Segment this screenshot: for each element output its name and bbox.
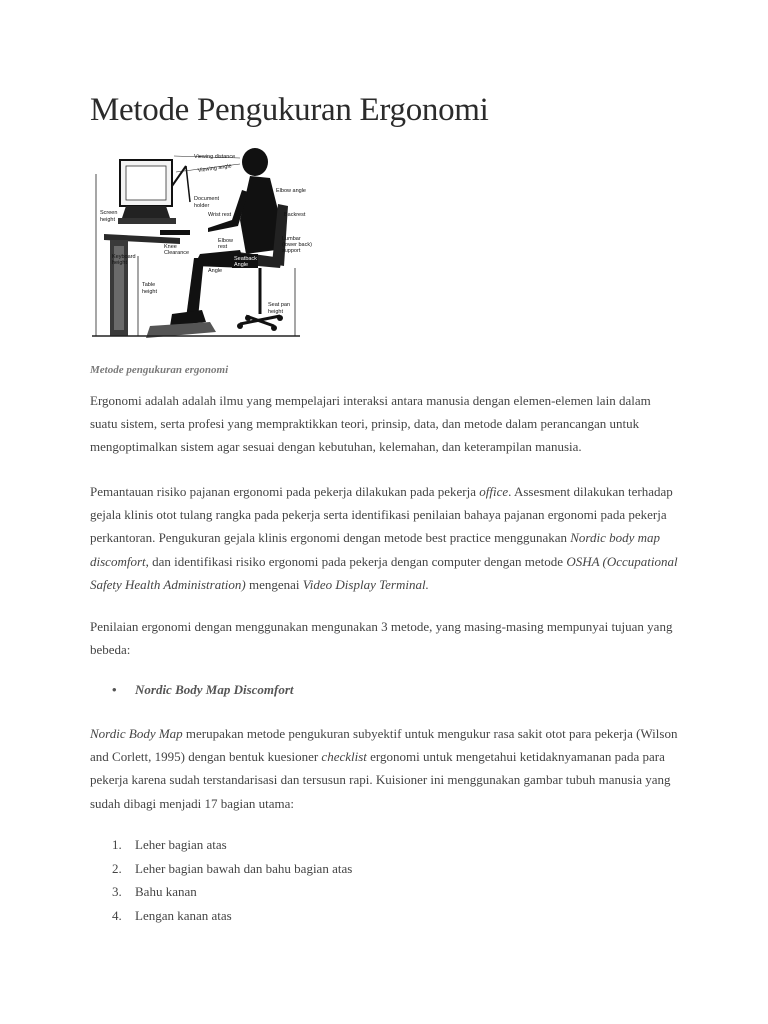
paragraph-methods: Penilaian ergonomi dengan menggunakan mengunakan 3 metode, yang masing-masing mempunyai tujuan yang bebeda: [90, 619, 673, 658]
figure-label: height [268, 309, 283, 315]
bullet-label: Nordic Body Map Discomfort [135, 682, 294, 697]
figure-label: height [112, 260, 127, 266]
bullet-icon: • [112, 682, 117, 697]
figure-label: Knee [208, 262, 221, 268]
figure-label: Document [194, 196, 220, 202]
figure-label: Backrest [284, 212, 306, 218]
figure-label: Wrist rest [208, 212, 232, 218]
figure-label: Seat pan [268, 302, 291, 308]
figure-label: Keyboard [112, 254, 136, 260]
figure-label: Seatback [234, 256, 257, 262]
figure-label: Viewing distance [194, 154, 236, 160]
figure-label: Lumbar [282, 236, 301, 242]
figure-label: support [282, 248, 301, 254]
document-page: Metode Pengukuran Ergonomi Viewing distance Viewing angle Elbow angle Document holder Wrist rest Backrest Screen height Elbow rest Lumbar (lower back) support Knee Clearance Knee Angle Seatback Angle Keyboard height Table height Seat pan height Metode pengukuran ergonomi Ergonomi adalah adalah ilmu yang mempelajari interaksi antara manusia dengan elemen-elemen lain dalam suatu sistem, serta profesi yang mempraktikkan teori, prinsip, data, dan metode dalam perancangan untuk mengoptimalkan sistem agar sesuai dengan kebutuhan, kelemahan, dan keterampilan manusia. Pemantauan risiko pajanan ergonomi pada pekerja dilakukan pada pekerja office. Assesment dilakukan terhadap gejala klinis otot tulang rangka pada pekerja serta identifikasi penilaian bahaya pajanan ergonomi pada pekerja perkantoran. Pengukuran gejala klinis ergonomi dengan metode best practice menggunakan Nordic body map discomfort, dan identifikasi risiko ergonomi pada pekerja dengan computer dengan metode OSHA (Occupational Safety Health Administration) mengenai Video Display Terminal. Penilaian ergonomi dengan menggunakan mengunakan 3 metode, yang masing-masing mempunyai tujuan yang bebeda: • Nordic Body Map Discomfort Nordic Body Map merupakan metode pengukuran subyektif untuk mengukur rasa sakit otot para pekerja (Wilson and Corlett, 1995) dengan bentuk kuesioner checklist ergonomi untuk mengetahui ketidaknyamanan pada para pekerja karena sudah terstandarisasi dan tersusun rapi. Kuisioner ini menggunakan gambar tubuh manusia yang sudah dibagi menjadi 17 bagian utama: 1. Leher bagian atas 2. Leher bagian bawah dan bahu bagian atas 3. Bahu kanan 4. Lengan kanan atas [0, 0, 768, 1024]
figure-label: Screen [100, 210, 118, 216]
paragraph-intro: Ergonomi adalah adalah ilmu yang mempelajari interaksi antara manusia dengan elemen-elemen lain dalam suatu sistem, serta profesi yang mempraktikkan teori, prinsip, data, dan metode dalam perancangan untuk mengoptimalkan sistem agar sesuai dengan kebutuhan, kelemahan, dan keterampilan manusia. [90, 393, 651, 455]
figure-label: Angle [234, 262, 249, 268]
figure-label: rest [218, 244, 228, 250]
figure-label: holder [194, 203, 210, 209]
figure-label: Viewing angle [197, 163, 233, 174]
paragraph-monitoring: Pemantauan risiko pajanan ergonomi pada pekerja dilakukan pada pekerja office. Assesment dilakukan terhadap gejala klinis otot tulang rangka pada pekerja serta identifikasi penilaian bahaya pajanan ergonomi pada pekerja perkantoran. Pengukuran gejala klinis ergonomi dengan metode best practice menggunakan Nordic body map discomfort, dan identifikasi risiko ergonomi pada pekerja dengan computer dengan metode OSHA (Occupational Safety Health Administration) mengenai Video Display Terminal. [90, 484, 678, 592]
figure-label: Elbow [218, 238, 233, 244]
figure-caption: Metode pengukuran ergonomi [90, 364, 229, 376]
figure-label: Knee [164, 244, 177, 250]
figure-label: (lower back) [282, 242, 312, 248]
figure-label: height [100, 217, 115, 223]
figure-label: Clearance [164, 250, 190, 256]
ergonomic-workstation-illustration [90, 146, 320, 358]
figure-label: height [142, 289, 157, 295]
paragraph-nordic-body-map: Nordic Body Map merupakan metode pengukuran subyektif untuk mengukur rasa sakit otot para pekerja (Wilson and Corlett, 1995) dengan bentuk kuesioner checklist ergonomi untuk mengetahui ketidaknyamanan pada para pekerja karena sudah terstandarisasi dan tersusun rapi. Kuisioner ini menggunakan gambar tubuh manusia yang sudah dibagi menjadi 17 bagian utama: [90, 726, 678, 811]
figure-label: Angle [208, 268, 223, 274]
page-title: Metode Pengukuran Ergonomi [90, 92, 489, 128]
figure-label: Table [142, 282, 156, 288]
figure-label: Elbow angle [276, 188, 306, 194]
